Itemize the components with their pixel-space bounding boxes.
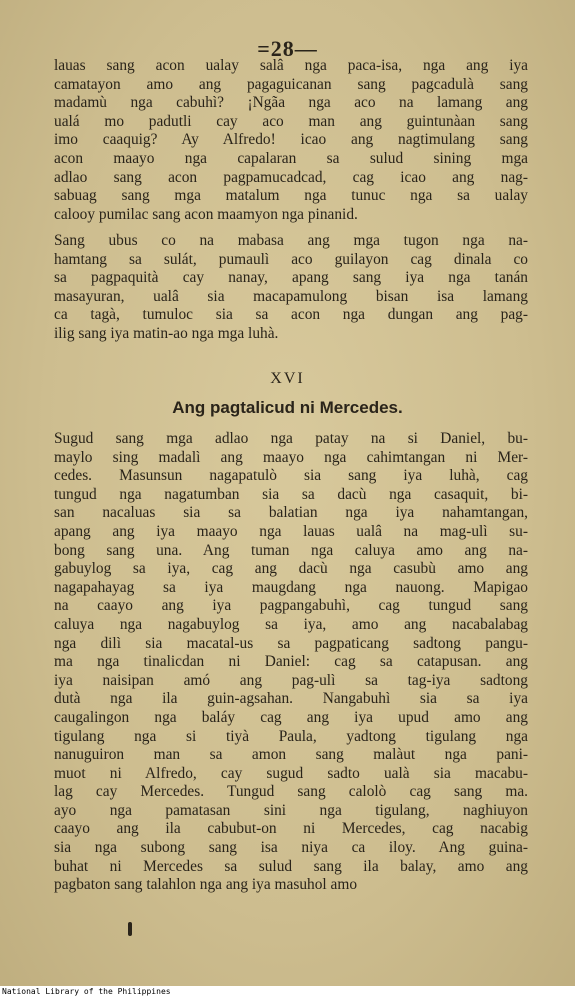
text-line: lauas sang acon ualay salâ nga paca-isa, nga ang iya <box>54 57 528 74</box>
text-line: maylo sing madalì ang maayo nga cahimtangan ni Mer- <box>54 448 528 466</box>
text-line: ayo nga pamatasan sini nga tigulang, naghiuyon <box>54 801 528 819</box>
footer-credit: National Library of the Philippines <box>0 986 575 998</box>
text-line: apang ang iya maayo nga lauas ualâ na mag-ulì su- <box>54 522 528 540</box>
ink-mark <box>128 922 132 936</box>
paragraph-3 <box>54 430 528 895</box>
text-line: cedes. Masunsun nagapatulò sia sang iya luhà, cag <box>54 467 528 485</box>
text-line: caugalingon nga baláy cag ang iya upud amo ang <box>54 708 528 726</box>
text-line: bong sang una. Ang tuman nga caluya amo ang na- <box>54 541 528 559</box>
text-line: gabuylog sa iya, cag ang dacù nga casubù amo ang <box>54 560 528 578</box>
text-line: caayo ang ila cabubut-on ni Mercedes, cag nacabig <box>54 820 528 838</box>
text-line: nanuguiron man sa amon sang malàut nga pani- <box>54 746 528 764</box>
text-line: caluya nga nagabuylog sa iya, amo ang nacabalabag <box>54 615 528 633</box>
text-line: sia nga subong sang isa niya ca iloy. Ang guina- <box>54 839 528 857</box>
text-line: na caayo ang iya pagpangabuhì, cag tungud sang <box>54 597 528 615</box>
text-line: imo caaquig? Ay Alfredo! icao ang nagtimulang sang <box>54 131 528 149</box>
text-line: masayuran, ualâ sia macapamulong bisan isa lamang <box>54 287 528 305</box>
chapter-title: Ang pagtalicud ni Mercedes. <box>172 398 403 417</box>
paragraph-1 <box>54 57 528 224</box>
text-line: hamtang sa sulát, pumaulì aco guilayon cag dinala co <box>54 250 528 268</box>
chapter-number: XVI <box>270 370 305 387</box>
text-line: ca tagà, tumuloc sia sa acon nga dungan ang pag- <box>54 306 528 324</box>
text-line: iya naisipan amó ang pag-ulì sa tag-iya sadtong <box>54 671 528 689</box>
text-line: lag cay Mercedes. Tungud sang calolò cag sang ma. <box>54 783 528 801</box>
text-line: ilig sang iya matin-ao nga mga luhà. <box>54 324 279 342</box>
text-line: ualá mo padutli cay aco man ang guintunàan sang <box>54 112 528 130</box>
text-line: tigulang nga si tiyà Paula, yadtong tigulang nga <box>54 727 528 745</box>
text-line: calooy pumilac sang acon maamyon nga pinanid. <box>54 205 358 223</box>
text-line: Sugud sang mga adlao nga patay na si Daniel, bu- <box>54 430 528 447</box>
text-line: camatayon amo ang pagaguicanan sang pagcadulà sang <box>54 75 528 93</box>
text-line: buhat ni Mercedes sa sulud sang ila balay, amo ang <box>54 857 528 875</box>
text-line: madamù nga cabuhì? ¡Ngãa nga aco na lamang ang <box>54 94 528 112</box>
text-line: acon maayo nga capalaran sa sulud sining mga <box>54 149 528 167</box>
text-line: muot ni Alfredo, cay sugud sadto ualà sia macabu- <box>54 764 528 782</box>
text-line: Sang ubus co na mabasa ang mga tugon nga na- <box>54 232 528 249</box>
text-line: san nacaluas sia sa balatian nga iya nahamtangan, <box>54 504 528 522</box>
text-line: sa pagpaquità cay nanay, apang sang iya nga tanán <box>54 269 528 287</box>
text-line: ma nga tinalicdan ni Daniel: cag sa catapusan. ang <box>54 653 528 671</box>
text-line: nagapahayag sa iya maugdang nga nauong. Mapigao <box>54 578 528 596</box>
text-line: adlao sang acon pagpamucadcad, cag icao ang nag- <box>54 168 528 186</box>
text-line: tungud nga nagatumban sia sa dacù nga casaquit, bi- <box>54 485 528 503</box>
paragraph-2 <box>54 232 528 344</box>
text-line: nga dilì sia macatal-us sa pagpaticang sadtong pangu- <box>54 634 528 652</box>
text-line: dutà nga ila guin-agsahan. Nangabuhì sia sa iya <box>54 690 528 708</box>
text-line: pagbaton sang talahlon nga ang iya masuhol amo <box>54 876 358 894</box>
page-number: =28— <box>257 36 318 61</box>
text-line: sabuag sang mga matalum nga tunuc nga sa ualay <box>54 187 528 205</box>
